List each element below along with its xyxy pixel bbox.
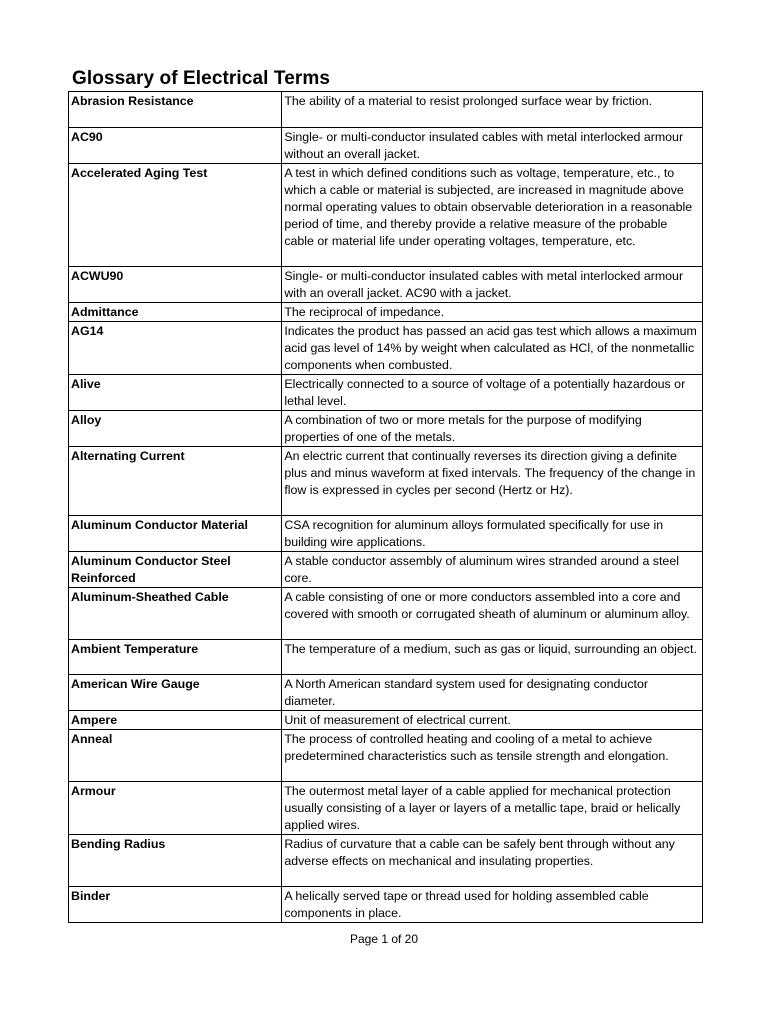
definition-cell: CSA recognition for aluminum alloys formulated specifically for use in building wire applications. bbox=[282, 516, 703, 552]
definition-cell: The reciprocal of impedance. bbox=[282, 303, 703, 322]
definition-cell: A cable consisting of one or more conductors assembled into a core and covered with smooth or corrugated sheath of aluminum or aluminum alloy. bbox=[282, 588, 703, 640]
definition-cell: Electrically connected to a source of voltage of a potentially hazardous or lethal level. bbox=[282, 375, 703, 411]
table-row bbox=[69, 675, 703, 711]
term-cell: American Wire Gauge bbox=[69, 675, 282, 711]
table-row bbox=[69, 267, 703, 303]
term-cell: Abrasion Resistance bbox=[69, 92, 282, 128]
table-row bbox=[69, 128, 703, 164]
table-row bbox=[69, 887, 703, 923]
definition-cell: Radius of curvature that a cable can be safely bent through without any adverse effects on mechanical and insulating properties. bbox=[282, 835, 703, 887]
definition-cell: A test in which defined conditions such as voltage, temperature, etc., to which a cable or material is subjected, are increased in magnitude above normal operating values to obtain observable deterioration in a reasonable period of time, and thereby provide a relative measure of the probable cable or material life under operating voltages, temperature, etc. bbox=[282, 164, 703, 267]
definition-cell: The process of controlled heating and cooling of a metal to achieve predetermined characteristics such as tensile strength and elongation. bbox=[282, 730, 703, 782]
table-row bbox=[69, 588, 703, 640]
table-row bbox=[69, 92, 703, 128]
definition-cell: The outermost metal layer of a cable applied for mechanical protection usually consisting of a layer or layers of a metallic tape, braid or helically applied wires. bbox=[282, 782, 703, 835]
table-row bbox=[69, 835, 703, 887]
table-row bbox=[69, 303, 703, 322]
definition-cell: A combination of two or more metals for the purpose of modifying properties of one of the metals. bbox=[282, 411, 703, 447]
term-cell: Ambient Temperature bbox=[69, 640, 282, 675]
definition-cell: A North American standard system used for designating conductor diameter. bbox=[282, 675, 703, 711]
term-cell: Admittance bbox=[69, 303, 282, 322]
definition-cell: The ability of a material to resist prolonged surface wear by friction. bbox=[282, 92, 703, 128]
table-row bbox=[69, 375, 703, 411]
term-cell: AC90 bbox=[69, 128, 282, 164]
term-cell: Aluminum-Sheathed Cable bbox=[69, 588, 282, 640]
definition-cell: A helically served tape or thread used for holding assembled cable components in place. bbox=[282, 887, 703, 923]
term-cell: Bending Radius bbox=[69, 835, 282, 887]
term-cell: Aluminum Conductor Material bbox=[69, 516, 282, 552]
glossary-table bbox=[68, 91, 703, 923]
term-cell: Alive bbox=[69, 375, 282, 411]
term-cell: Alternating Current bbox=[69, 447, 282, 516]
term-cell: Alloy bbox=[69, 411, 282, 447]
table-row bbox=[69, 640, 703, 675]
term-cell: Armour bbox=[69, 782, 282, 835]
table-row bbox=[69, 411, 703, 447]
term-cell: AG14 bbox=[69, 322, 282, 375]
definition-cell: Indicates the product has passed an acid gas test which allows a maximum acid gas level of 14% by weight when calculated as HCl, of the nonmetallic components when combusted. bbox=[282, 322, 703, 375]
term-cell: Anneal bbox=[69, 730, 282, 782]
term-cell: Accelerated Aging Test bbox=[69, 164, 282, 267]
page-number: Page 1 of 20 bbox=[349, 932, 419, 946]
definition-cell: Unit of measurement of electrical current. bbox=[282, 711, 703, 730]
term-cell: Ampere bbox=[69, 711, 282, 730]
glossary-body bbox=[69, 92, 703, 923]
table-row bbox=[69, 782, 703, 835]
term-cell: Binder bbox=[69, 887, 282, 923]
definition-cell: Single- or multi-conductor insulated cables with metal interlocked armour with an overall jacket. AC90 with a jacket. bbox=[282, 267, 703, 303]
definition-cell: Single- or multi-conductor insulated cables with metal interlocked armour without an overall jacket. bbox=[282, 128, 703, 164]
definition-cell: A stable conductor assembly of aluminum wires stranded around a steel core. bbox=[282, 552, 703, 588]
page-title: Glossary of Electrical Terms bbox=[72, 68, 331, 89]
definition-cell: An electric current that continually reverses its direction giving a definite plus and minus waveform at fixed intervals. The frequency of the change in flow is expressed in cycles per second (Hertz or Hz). bbox=[282, 447, 703, 516]
term-cell: ACWU90 bbox=[69, 267, 282, 303]
table-row bbox=[69, 552, 703, 588]
table-row bbox=[69, 711, 703, 730]
table-row bbox=[69, 516, 703, 552]
table-row bbox=[69, 164, 703, 267]
table-row bbox=[69, 322, 703, 375]
table-row bbox=[69, 447, 703, 516]
table-row bbox=[69, 730, 703, 782]
definition-cell: The temperature of a medium, such as gas or liquid, surrounding an object. bbox=[282, 640, 703, 675]
term-cell: Aluminum Conductor Steel Reinforced bbox=[69, 552, 282, 588]
